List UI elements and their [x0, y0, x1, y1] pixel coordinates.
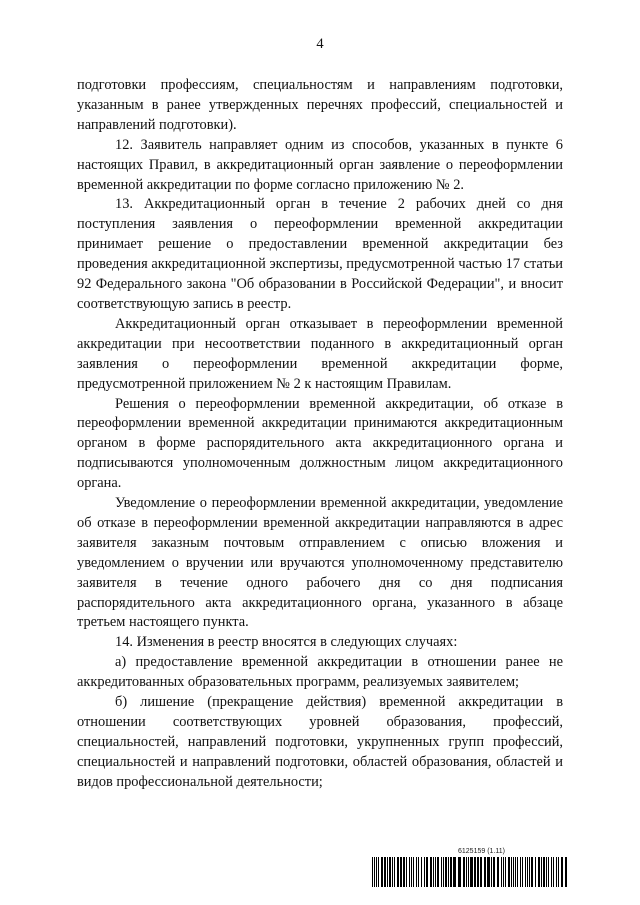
- paragraph-refusal: Аккредитационный орган отказывает в переоформлении временной аккредитации при несоответствии поданного в аккредитационный орган заявления о переоформлении временной аккредитации форме, предусмотренной приложением № 2 к настоящим Правилам.: [77, 315, 563, 392]
- paragraph-item-13: 13. Аккредитационный орган в течение 2 рабочих дней со дня поступления заявления о переоформлении временной аккредитации принимает решение о предоставлении временной аккредитации без проведения аккредитационной экспертизы, предусмотренной частью 17 статьи 92 Федерального закона "Об образовании в Российской Федерации", и вносит соответствующую запись в реестр.: [77, 196, 563, 312]
- paragraph-item-14: 14. Изменения в реестр вносятся в следующих случаях:: [115, 634, 458, 651]
- page-number: 4: [316, 36, 324, 52]
- paragraph-notification: Уведомление о переоформлении временной аккредитации, уведомление об отказе в переоформлении временной аккредитации направляются в адрес заявителя заказным почтовым отправлением с описью вложения и уведомлением о вручении или вручаются уполномоченному представителю заявителя в течение одного рабочего дня со дня подписания распорядительного акта аккредитационного органа, указанного в абзаце третьем настоящего пункта.: [77, 495, 563, 631]
- paragraph-subitem-a: а) предоставление временной аккредитации в отношении ранее не аккредитованных образовательных программ, реализуемых заявителем;: [77, 654, 563, 691]
- document-code: 6125159 (1.11): [458, 848, 505, 855]
- document-body: [77, 76, 563, 793]
- paragraph-decisions: Решения о переоформлении временной аккредитации, об отказе в переоформлении временной аккредитации принимаются аккредитационным органом в форме распорядительного акта аккредитационного органа и подписываются уполномоченным должностным лицом аккредитационного органа.: [77, 395, 563, 492]
- barcode-image: [372, 857, 568, 887]
- paragraph-subitem-b: б) лишение (прекращение действия) временной аккредитации в отношении соответствующих уровней образования, профессий, специальностей, направлений подготовки, укрупненных групп профессий, специальностей и направлений подготовки, областей образования, областей и видов профессиональной деятельности;: [77, 694, 563, 790]
- paragraph-item-12: 12. Заявитель направляет одним из способов, указанных в пункте 6 настоящих Правил, в аккредитационный орган заявление о переоформлении временной аккредитации по форме согласно приложению № 2.: [77, 136, 563, 193]
- paragraph-continuation: подготовки профессиям, специальностям и направлениям подготовки, указанным в ранее утвержденных перечнях профессий, специальностей и направлений подготовки).: [77, 77, 563, 133]
